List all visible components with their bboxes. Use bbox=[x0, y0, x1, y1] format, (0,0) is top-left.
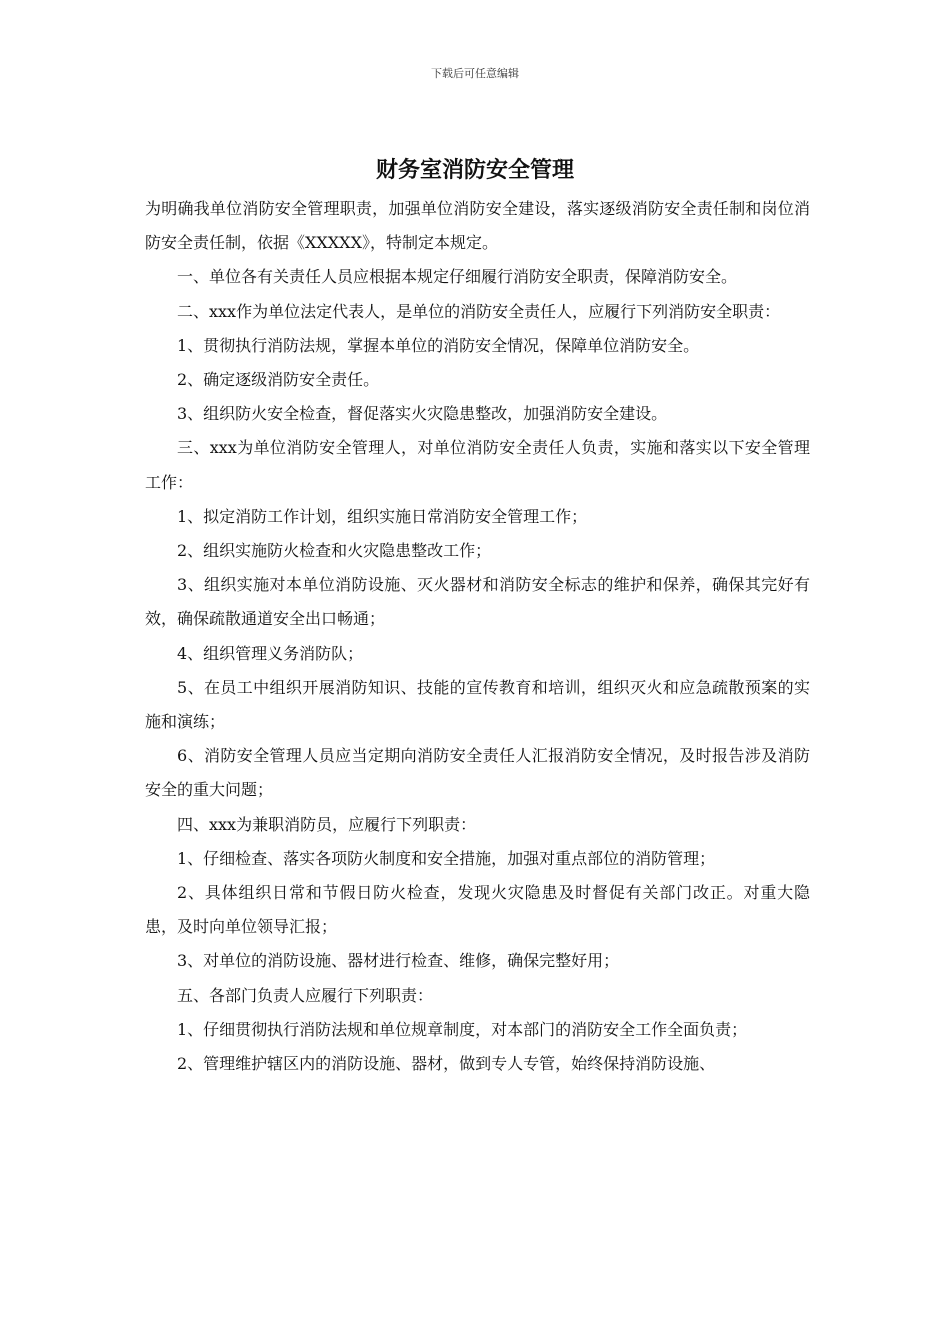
paragraph: 3、组织实施对本单位消防设施、灭火器材和消防安全标志的维护和保养，确保其完好有效，确保疏散通道安全出口畅通； bbox=[145, 575, 810, 629]
paragraph: 5、在员工中组织开展消防知识、技能的宣传教育和培训，组织灭火和应急疏散预案的实施和演练； bbox=[145, 677, 810, 732]
paragraph: 一、单位各有关责任人员应根据本规定仔细履行消防安全职责，保障消防安全。 bbox=[177, 267, 738, 287]
paragraph: 6、消防安全管理人员应当定期向消防安全责任人汇报消防安全情况，及时报告涉及消防安全的重大问题； bbox=[145, 746, 810, 800]
paragraph: 2、管理维护辖区内的消防设施、器材，做到专人专管，始终保持消防设施、 bbox=[177, 1054, 716, 1074]
header-note: 下载后可任意编辑 bbox=[431, 67, 519, 80]
paragraph: 2、确定逐级消防安全责任。 bbox=[177, 370, 380, 390]
paragraph: 4、组织管理义务消防队； bbox=[177, 643, 364, 663]
paragraph: 二、xxx作为单位法定代表人，是单位的消防安全责任人，应履行下列消防安全职责： bbox=[177, 301, 781, 321]
paragraph: 1、仔细检查、落实各项防火制度和安全措施，加强对重点部位的消防管理； bbox=[177, 848, 716, 868]
paragraph: 为明确我单位消防安全管理职责，加强单位消防安全建设，落实逐级消防安全责任制和岗位消防安全责任制，依据《XXXXX》，特制定本规定。 bbox=[145, 199, 810, 253]
paragraph: 三、xxx为单位消防安全管理人，对单位消防安全责任人负责，实施和落实以下安全管理工作： bbox=[145, 438, 810, 492]
paragraph: 1、贯彻执行消防法规，掌握本单位的消防安全情况，保障单位消防安全。 bbox=[177, 335, 700, 355]
paragraph: 2、组织实施防火检查和火灾隐患整改工作； bbox=[177, 541, 492, 561]
paragraph: 3、对单位的消防设施、器材进行检查、维修，确保完整好用； bbox=[177, 951, 620, 971]
paragraph: 五、各部门负责人应履行下列职责： bbox=[177, 985, 434, 1005]
document-body bbox=[145, 192, 810, 1081]
paragraph: 2、具体组织日常和节假日防火检查，发现火灾隐患及时督促有关部门改正。对重大隐患，及时向单位领导汇报； bbox=[145, 883, 810, 937]
paragraph: 3、组织防火安全检查，督促落实火灾隐患整改，加强消防安全建设。 bbox=[177, 404, 668, 424]
paragraph: 1、仔细贯彻执行消防法规和单位规章制度，对本部门的消防安全工作全面负责； bbox=[177, 1019, 748, 1039]
document-title: 财务室消防安全管理 bbox=[375, 157, 574, 183]
paragraph: 1、拟定消防工作计划，组织实施日常消防安全管理工作； bbox=[177, 506, 588, 526]
paragraph: 四、xxx为兼职消防员，应履行下列职责： bbox=[177, 814, 477, 834]
